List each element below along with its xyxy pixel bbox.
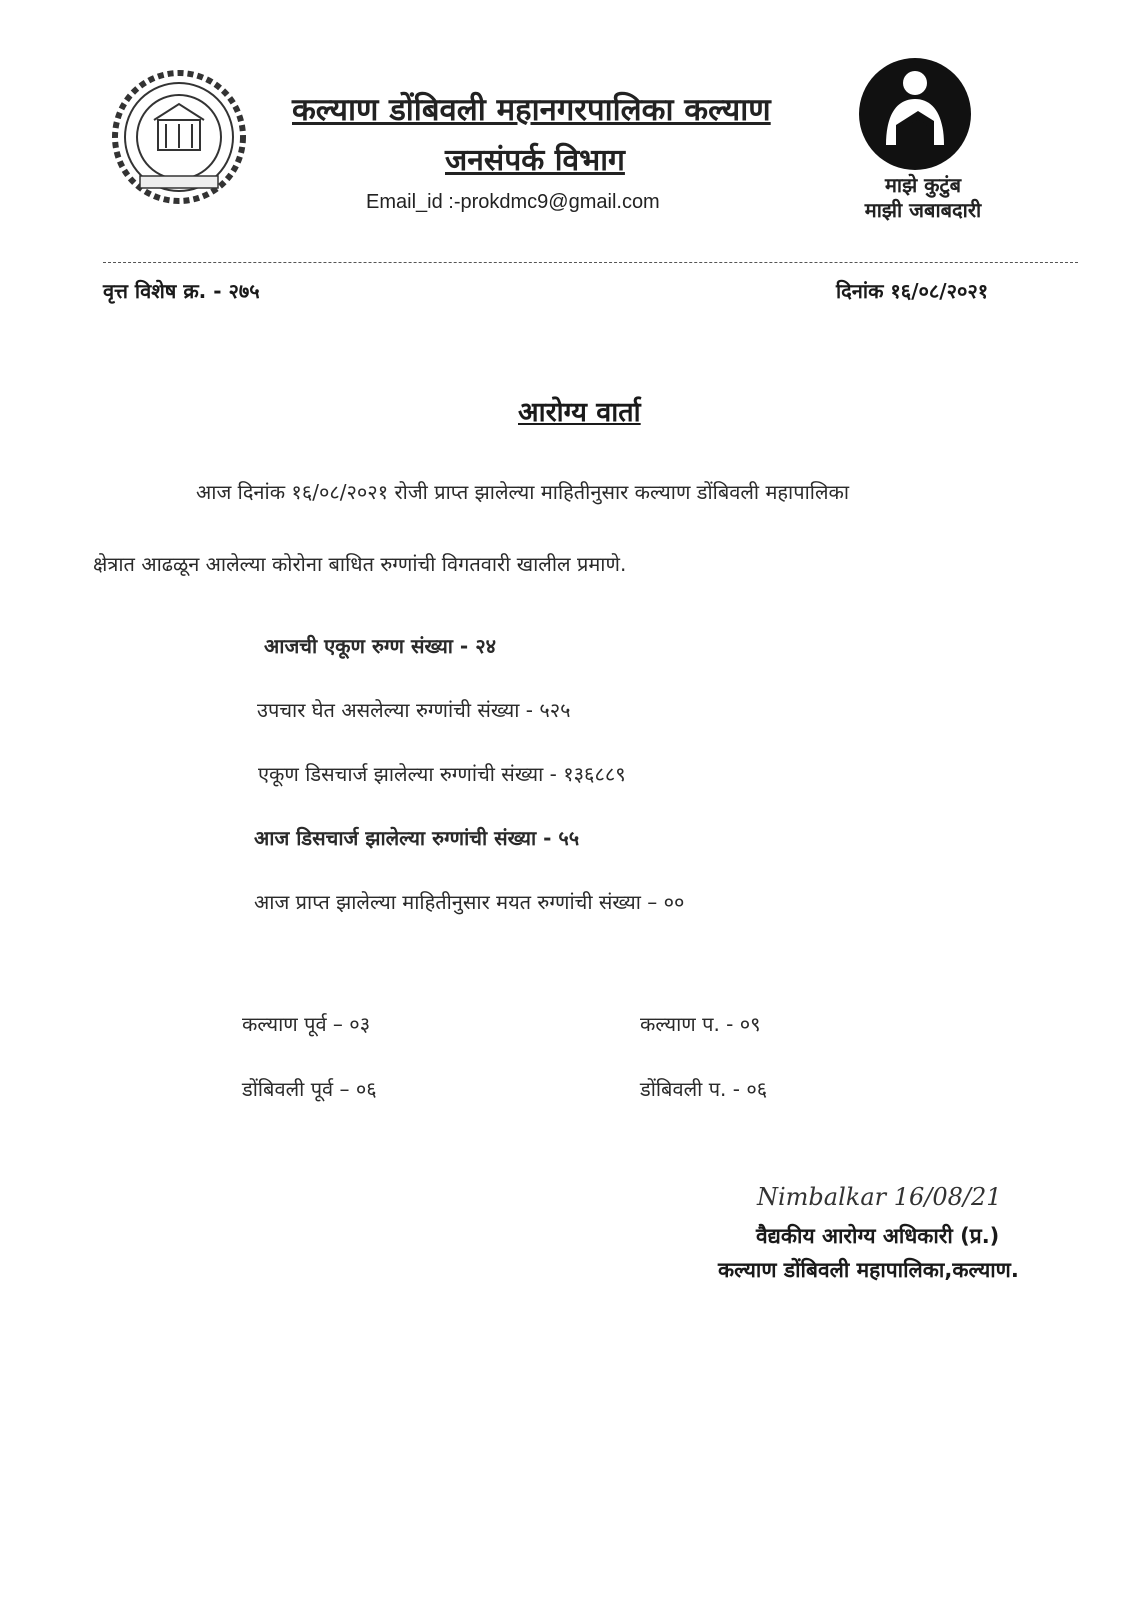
ward-dombivli-east: डोंबिवली पूर्व – ०६	[242, 1077, 377, 1101]
municipal-corporation-title: कल्याण डोंबिवली महानगरपालिका कल्याण	[292, 92, 771, 128]
family-campaign-logo	[856, 55, 974, 173]
notice-date: दिनांक १६/०८/२०२१	[836, 279, 989, 303]
stat-under-treatment: उपचार घेत असलेल्या रुग्णांची संख्या - ५२५	[257, 698, 571, 722]
ward-dombivli-west: डोंबिवली प. - ०६	[640, 1077, 768, 1101]
stat-total-discharged: एकूण डिसचार्ज झालेल्या रुग्णांची संख्या - १३६८८९	[258, 762, 626, 786]
ward-kalyan-west: कल्याण प. - ०९	[640, 1012, 761, 1036]
notice-heading: आरोग्य वार्ता	[518, 397, 641, 428]
signatory-designation: वैद्यकीय आरोग्य अधिकारी (प्र.)	[756, 1224, 1000, 1248]
intro-paragraph-line-2: क्षेत्रात आढळून आलेल्या कोरोना बाधित रुग्णांची विगतवारी खालील प्रमाणे.	[93, 552, 627, 576]
ward-kalyan-east: कल्याण पूर्व – ०३	[242, 1012, 371, 1036]
campaign-slogan	[838, 173, 1008, 223]
stat-discharged-today: आज डिसचार्ज झालेल्या रुग्णांची संख्या - ५५	[254, 826, 580, 850]
municipal-seal-logo	[108, 62, 250, 212]
signatory-organization: कल्याण डोंबिवली महापालिका,कल्याण.	[718, 1258, 1019, 1282]
slogan-line-1: माझे कुटुंब	[884, 173, 962, 197]
stat-deaths: आज प्राप्त झालेल्या माहितीनुसार मयत रुग्णांची संख्या – ००	[254, 890, 685, 914]
stat-total-patients-today: आजची एकूण रुग्ण संख्या - २४	[264, 634, 496, 658]
reference-number: वृत्त विशेष क्र. - २७५	[103, 279, 260, 303]
header-divider	[103, 262, 1078, 263]
slogan-line-2: माझी जबाबदारी	[864, 198, 982, 222]
department-title: जनसंपर्क विभाग	[445, 143, 625, 178]
contact-email: Email_id :-prokdmc9@gmail.com	[366, 191, 660, 213]
handwritten-signature: Nimbalkar 16/08/21	[757, 1183, 1002, 1211]
intro-paragraph-line-1: आज दिनांक १६/०८/२०२१ रोजी प्राप्त झालेल्या माहितीनुसार कल्याण डोंबिवली महापालिका	[196, 480, 850, 504]
